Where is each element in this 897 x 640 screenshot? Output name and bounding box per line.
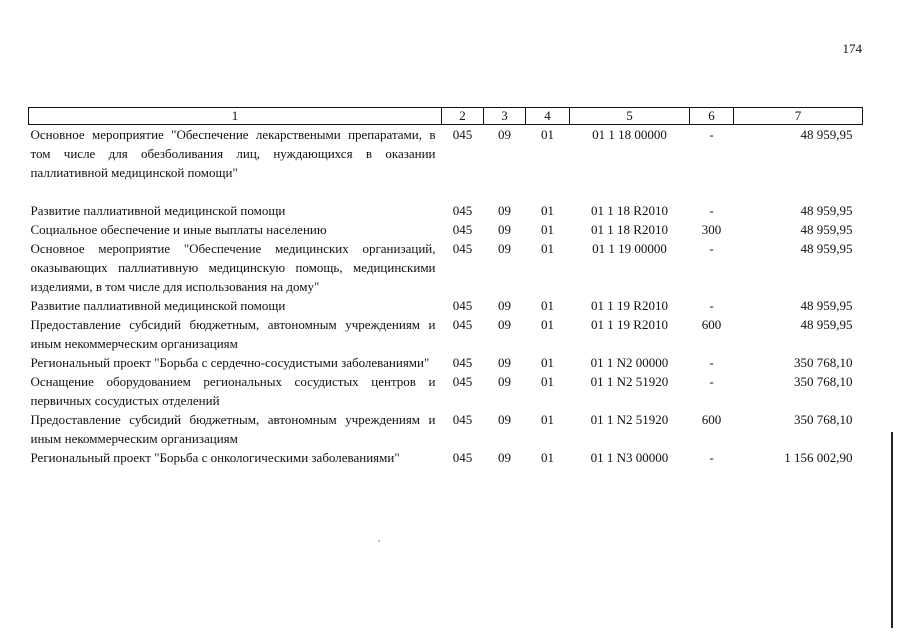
- budget-table-container: [28, 107, 862, 467]
- column-header: 7: [734, 108, 863, 125]
- row-code-2: 045: [452, 241, 473, 256]
- table-row: [29, 315, 863, 353]
- row-name: Региональный проект "Борьба с онкологическими заболеваниями": [30, 450, 400, 465]
- row-amount: 48 959,95: [800, 241, 853, 256]
- row-code-3: 09: [498, 412, 511, 427]
- row-name: Оснащение оборудованием региональных сосудистых центров и первичных сосудистых отделений: [30, 374, 436, 408]
- column-header: 1: [29, 108, 442, 125]
- row-code-4: 01: [541, 450, 554, 465]
- row-code-6: -: [709, 298, 714, 313]
- table-row: [29, 125, 863, 183]
- table-body: [29, 125, 863, 468]
- row-code-6: -: [709, 127, 714, 142]
- page-number: 174: [842, 41, 862, 56]
- row-code-5: 01 1 N3 00000: [590, 450, 669, 465]
- row-code-3: 09: [498, 355, 511, 370]
- row-name: Развитие паллиативной медицинской помощи: [30, 203, 286, 218]
- row-code-5: 01 1 N2 51920: [590, 374, 669, 389]
- row-code-3: 09: [498, 222, 511, 237]
- row-name: Основное мероприятие "Обеспечение медицинских организаций, оказывающих паллиативную медицинскую помощь, медицинскими изделиями, в том числе для использования на дому": [30, 241, 436, 294]
- row-amount: 48 959,95: [800, 222, 853, 237]
- row-code-2: 045: [452, 127, 473, 142]
- table-row: [29, 220, 863, 239]
- row-code-4: 01: [541, 298, 554, 313]
- row-code-2: 045: [452, 355, 473, 370]
- row-code-3: 09: [498, 374, 511, 389]
- row-amount: 350 768,10: [794, 355, 853, 370]
- row-code-2: 045: [452, 203, 473, 218]
- row-code-2: 045: [452, 450, 473, 465]
- table-row: [29, 372, 863, 410]
- row-code-6: -: [709, 203, 714, 218]
- row-code-4: 01: [541, 355, 554, 370]
- row-amount: 48 959,95: [800, 127, 853, 142]
- table-row: [29, 201, 863, 220]
- row-code-6: -: [709, 374, 714, 389]
- row-code-3: 09: [498, 298, 511, 313]
- row-code-4: 01: [541, 412, 554, 427]
- row-code-3: 09: [498, 127, 511, 142]
- table-row: [29, 410, 863, 448]
- row-code-2: 045: [452, 298, 473, 313]
- row-code-6: 600: [701, 317, 722, 332]
- scan-speck: [378, 540, 380, 542]
- row-name: Региональный проект "Борьба с сердечно-сосудистыми заболеваниями": [30, 355, 430, 370]
- scan-edge-line: [891, 432, 893, 628]
- row-code-2: 045: [452, 374, 473, 389]
- row-name: Предоставление субсидий бюджетным, автономным учреждениям и иным некоммерческим организациям: [30, 412, 436, 446]
- row-amount: 48 959,95: [800, 203, 853, 218]
- row-code-6: -: [709, 450, 714, 465]
- column-header: 3: [484, 108, 526, 125]
- row-code-2: 045: [452, 317, 473, 332]
- row-amount: 48 959,95: [800, 317, 853, 332]
- row-code-5: 01 1 N2 00000: [590, 355, 669, 370]
- column-header: 2: [442, 108, 484, 125]
- row-code-4: 01: [541, 127, 554, 142]
- table-row: [29, 353, 863, 372]
- row-code-4: 01: [541, 374, 554, 389]
- row-code-3: 09: [498, 241, 511, 256]
- row-code-2: 045: [452, 222, 473, 237]
- row-amount: 48 959,95: [800, 298, 853, 313]
- column-header: 6: [690, 108, 734, 125]
- row-spacer: [29, 182, 863, 201]
- row-code-5: 01 1 N2 51920: [590, 412, 669, 427]
- row-code-5: 01 1 18 00000: [592, 127, 667, 142]
- row-code-2: 045: [452, 412, 473, 427]
- row-code-5: 01 1 19 00000: [592, 241, 667, 256]
- row-code-4: 01: [541, 241, 554, 256]
- row-spacer-cell: [29, 182, 863, 201]
- column-header: 4: [526, 108, 570, 125]
- row-code-3: 09: [498, 203, 511, 218]
- row-amount: 350 768,10: [794, 412, 853, 427]
- table-row: [29, 296, 863, 315]
- table-row: [29, 448, 863, 467]
- budget-table: [28, 107, 863, 467]
- row-code-5: 01 1 19 R2010: [591, 317, 668, 332]
- row-name: Социальное обеспечение и иные выплаты населению: [30, 222, 327, 237]
- table-header-row: [29, 108, 863, 125]
- row-code-4: 01: [541, 317, 554, 332]
- row-code-3: 09: [498, 317, 511, 332]
- row-code-6: -: [709, 241, 714, 256]
- row-code-6: 600: [701, 412, 722, 427]
- row-code-3: 09: [498, 450, 511, 465]
- row-amount: 350 768,10: [794, 374, 853, 389]
- table-row: [29, 239, 863, 296]
- row-name: Основное мероприятие "Обеспечение лекарствеными препаратами, в том числе для обезболивания лиц, нуждающихся в оказании паллиативной медицинской помощи": [30, 127, 436, 180]
- row-amount: 1 156 002,90: [784, 450, 853, 465]
- row-code-5: 01 1 18 R2010: [591, 222, 668, 237]
- row-code-4: 01: [541, 222, 554, 237]
- row-code-4: 01: [541, 203, 554, 218]
- row-code-5: 01 1 18 R2010: [591, 203, 668, 218]
- column-header: 5: [570, 108, 690, 125]
- row-name: Предоставление субсидий бюджетным, автономным учреждениям и иным некоммерческим организациям: [30, 317, 436, 351]
- row-code-5: 01 1 19 R2010: [591, 298, 668, 313]
- row-code-6: 300: [701, 222, 722, 237]
- row-name: Развитие паллиативной медицинской помощи: [30, 298, 286, 313]
- row-code-6: -: [709, 355, 714, 370]
